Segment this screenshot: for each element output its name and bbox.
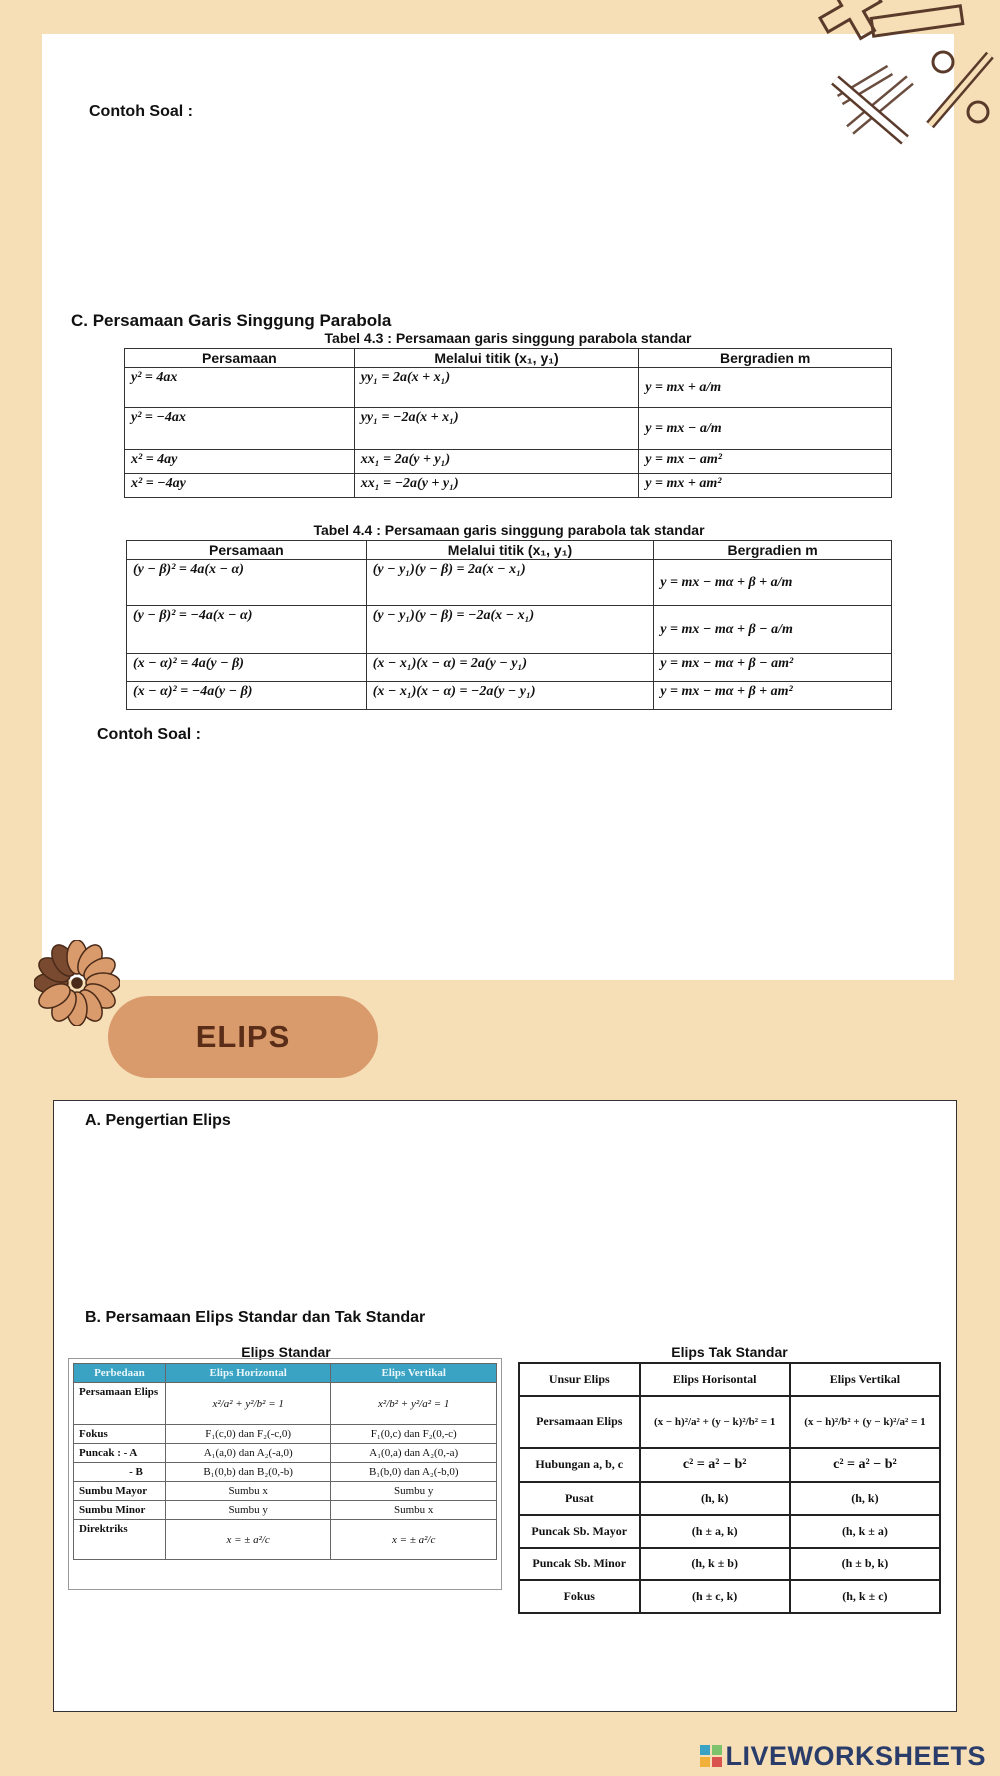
elips-standar-frame xyxy=(68,1358,502,1590)
table-cell: (h ± a, k) xyxy=(640,1515,790,1548)
table-cell: x²/b² + y²/a² = 1 xyxy=(331,1383,497,1425)
table-cell: Puncak Sb. Minor xyxy=(519,1548,640,1581)
table-header: Elips Vertikal xyxy=(331,1364,497,1383)
table-row xyxy=(74,1463,497,1482)
percent-icon xyxy=(930,52,990,125)
table-cell: B₁(b,0) dan A₂(-b,0) xyxy=(331,1463,497,1482)
table-header: Melalui titik (x₁, y₁) xyxy=(366,541,654,560)
table-cell: (x − h)²/a² + (y − k)²/b² = 1 xyxy=(640,1396,790,1448)
table-row xyxy=(519,1580,940,1613)
table-row xyxy=(125,450,892,474)
table-cell: Sumbu Minor xyxy=(74,1501,166,1520)
table-header: Elips Horisontal xyxy=(640,1363,790,1396)
flower-decoration xyxy=(34,940,120,1026)
table-cell: x = ± a²/c xyxy=(331,1520,497,1560)
table-cell: x² = 4ay xyxy=(125,450,355,474)
math-symbols-decoration xyxy=(740,0,1000,170)
liveworksheets-mark-icon xyxy=(700,1745,722,1767)
table-row xyxy=(74,1482,497,1501)
table-cell: xx₁ = −2a(y + y₁) xyxy=(354,474,639,498)
table-cell: Fokus xyxy=(519,1580,640,1613)
elips-standar-caption: Elips Standar xyxy=(241,1344,331,1360)
table-cell: Sumbu x xyxy=(165,1482,331,1501)
table-cell: (x − x₁)(x − α) = 2a(y − y₁) xyxy=(366,654,654,682)
table-cell: (x − x₁)(x − α) = −2a(y − y₁) xyxy=(366,682,654,710)
table-cell: xx₁ = 2a(y + y₁) xyxy=(354,450,639,474)
times-icon xyxy=(835,70,910,140)
table-cell: y = mx − am² xyxy=(639,450,892,474)
table-cell: A₁(0,a) dan A₂(0,-a) xyxy=(331,1444,497,1463)
table-row xyxy=(125,474,892,498)
table-cell: Sumbu Mayor xyxy=(74,1482,166,1501)
table-cell: (x − α)² = 4a(y − β) xyxy=(127,654,367,682)
table-row xyxy=(74,1501,497,1520)
table-cell: (h ± b, k) xyxy=(790,1548,940,1581)
table-cell: x² = −4ay xyxy=(125,474,355,498)
table-row xyxy=(74,1520,497,1560)
table-cell: (h ± c, k) xyxy=(640,1580,790,1613)
table-row xyxy=(519,1396,940,1448)
table-header: Melalui titik (x₁, y₁) xyxy=(354,349,639,368)
minus-icon xyxy=(871,6,963,36)
table-cell: (y − y₁)(y − β) = 2a(x − x₁) xyxy=(366,560,654,606)
table-row xyxy=(519,1548,940,1581)
table-header: Perbedaan xyxy=(74,1364,166,1383)
table-row xyxy=(519,1448,940,1482)
table-cell: c² = a² − b² xyxy=(640,1448,790,1482)
table-header: Persamaan xyxy=(125,349,355,368)
table-header-row xyxy=(125,349,892,368)
table-row xyxy=(127,560,892,606)
table-cell: Sumbu x xyxy=(331,1501,497,1520)
table-43-caption: Tabel 4.3 : Persamaan garis singgung parabola standar xyxy=(324,330,692,346)
table-cell: Hubungan a, b, c xyxy=(519,1448,640,1482)
table-header-row xyxy=(74,1364,497,1383)
table-cell: y = mx − a/m xyxy=(639,408,892,450)
brand-name: LIVEWORKSHEETS xyxy=(725,1741,986,1771)
table-cell: y = mx − mα + β + am² xyxy=(654,682,892,710)
table-cell: y = mx − mα + β + a/m xyxy=(654,560,892,606)
table-cell: (h, k ± c) xyxy=(790,1580,940,1613)
elips-tak-standar-table xyxy=(518,1362,941,1614)
table-row xyxy=(125,368,892,408)
elips-standar-table xyxy=(73,1363,497,1560)
table-cell: F₁(c,0) dan F₂(-c,0) xyxy=(165,1425,331,1444)
table-cell: Sumbu y xyxy=(165,1501,331,1520)
table-cell: y² = 4ax xyxy=(125,368,355,408)
table-cell: Sumbu y xyxy=(331,1482,497,1501)
table-header: Bergradien m xyxy=(639,349,892,368)
table-header: Elips Horizontal xyxy=(165,1364,331,1383)
elips-tak-standar-caption: Elips Tak Standar xyxy=(671,1344,788,1360)
table-cell: y = mx + a/m xyxy=(639,368,892,408)
table-row xyxy=(127,682,892,710)
table-cell: y = mx − mα + β − a/m xyxy=(654,606,892,654)
table-cell: c² = a² − b² xyxy=(790,1448,940,1482)
table-cell: - B xyxy=(74,1463,166,1482)
table-cell: (y − y₁)(y − β) = −2a(x − x₁) xyxy=(366,606,654,654)
table-header: Unsur Elips xyxy=(519,1363,640,1396)
table-cell: B₁(0,b) dan B₂(0,-b) xyxy=(165,1463,331,1482)
table-row xyxy=(125,408,892,450)
table-cell: Puncak Sb. Mayor xyxy=(519,1515,640,1548)
table-row xyxy=(127,606,892,654)
table-cell: F₁(0,c) dan F₂(0,-c) xyxy=(331,1425,497,1444)
table-row xyxy=(74,1444,497,1463)
liveworksheets-logo[interactable] xyxy=(700,1741,986,1772)
table-cell: yy₁ = 2a(x + x₁) xyxy=(354,368,639,408)
contoh-soal-label-1: Contoh Soal : xyxy=(89,103,193,120)
table-cell: Fokus xyxy=(74,1425,166,1444)
table-44-caption: Tabel 4.4 : Persamaan garis singgung parabola tak standar xyxy=(313,522,705,538)
plus-icon xyxy=(810,0,892,51)
section-heading-b: B. Persamaan Elips Standar dan Tak Standar xyxy=(85,1309,426,1326)
table-cell: (x − α)² = −4a(y − β) xyxy=(127,682,367,710)
table-cell: (y − β)² = −4a(x − α) xyxy=(127,606,367,654)
table-43 xyxy=(124,348,892,498)
section-heading-a: A. Pengertian Elips xyxy=(85,1112,231,1129)
table-header-row xyxy=(519,1363,940,1396)
table-header-row xyxy=(127,541,892,560)
table-cell: (y − β)² = 4a(x − α) xyxy=(127,560,367,606)
table-cell: (x − h)²/b² + (y − k)²/a² = 1 xyxy=(790,1396,940,1448)
table-row xyxy=(74,1425,497,1444)
table-cell: x = ± a²/c xyxy=(165,1520,331,1560)
table-cell: (h, k ± b) xyxy=(640,1548,790,1581)
table-cell: Persamaan Elips xyxy=(519,1396,640,1448)
table-cell: A₁(a,0) dan A₂(-a,0) xyxy=(165,1444,331,1463)
table-row xyxy=(519,1482,940,1515)
table-header: Bergradien m xyxy=(654,541,892,560)
contoh-soal-label-2: Contoh Soal : xyxy=(97,726,201,743)
table-cell: Puncak : - A xyxy=(74,1444,166,1463)
table-cell: (h, k) xyxy=(790,1482,940,1515)
table-cell: x²/a² + y²/b² = 1 xyxy=(165,1383,331,1425)
table-header: Persamaan xyxy=(127,541,367,560)
table-cell: Pusat xyxy=(519,1482,640,1515)
section-heading-c: C. Persamaan Garis Singgung Parabola xyxy=(71,311,392,330)
elips-banner: ELIPS xyxy=(108,996,378,1078)
table-row xyxy=(519,1515,940,1548)
table-row xyxy=(127,654,892,682)
table-44 xyxy=(126,540,892,710)
table-cell: Direktriks xyxy=(74,1520,166,1560)
table-header: Elips Vertikal xyxy=(790,1363,940,1396)
table-cell: (h, k) xyxy=(640,1482,790,1515)
table-row xyxy=(74,1383,497,1425)
table-cell: Persamaan Elips xyxy=(74,1383,166,1425)
parabola-page xyxy=(42,34,954,980)
table-cell: y = mx + am² xyxy=(639,474,892,498)
table-cell: y = mx − mα + β − am² xyxy=(654,654,892,682)
table-cell: (h, k ± a) xyxy=(790,1515,940,1548)
table-cell: yy₁ = −2a(x + x₁) xyxy=(354,408,639,450)
table-cell: y² = −4ax xyxy=(125,408,355,450)
